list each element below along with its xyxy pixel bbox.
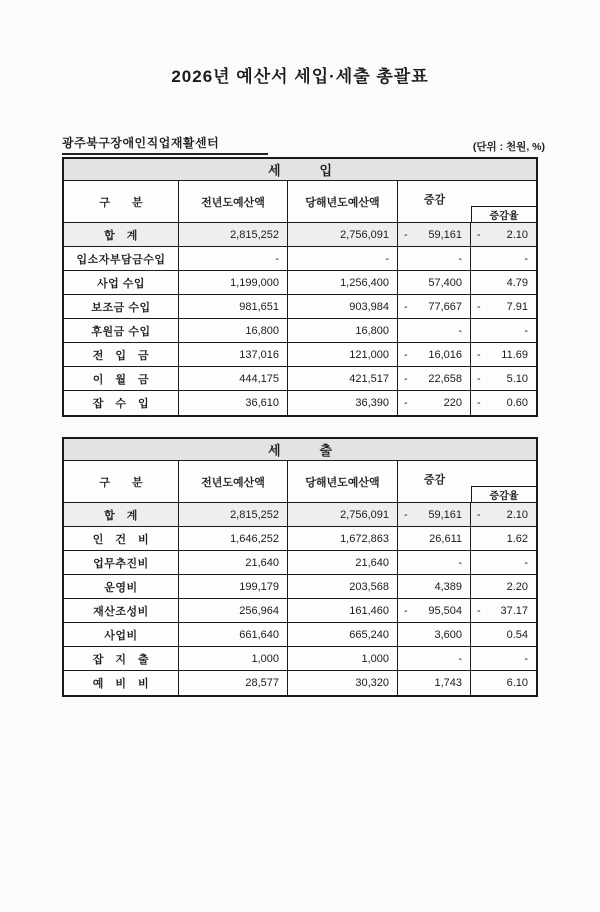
row-label: 예 비 비 [64, 671, 179, 695]
current-year-value: 1,256,400 [288, 271, 398, 294]
prev-year-value: 1,000 [179, 647, 288, 670]
change-value [398, 271, 471, 294]
column-header-current-year: 당해년도예산액 [288, 181, 398, 222]
change-value [398, 599, 471, 622]
column-header-change-group [398, 181, 536, 222]
change-rate-value [471, 295, 536, 318]
row-label: 사업 수입 [64, 271, 179, 294]
current-year-value: 2,756,091 [288, 503, 398, 526]
row-label: 후원금 수입 [64, 319, 179, 342]
change-value [398, 527, 471, 550]
table-row [64, 247, 536, 271]
change-rate-value [471, 671, 536, 695]
rate-sign: - [477, 348, 481, 361]
rate-amount: 2.20 [506, 580, 528, 593]
rate-amount: 2.10 [506, 508, 528, 521]
prev-year-value: 28,577 [179, 671, 288, 695]
change-rate-value [471, 223, 536, 246]
change-value [398, 647, 471, 670]
table-row [64, 343, 536, 367]
change-value [398, 551, 471, 574]
column-header-change-group [398, 461, 536, 502]
rate-amount: 5.10 [506, 372, 528, 385]
row-label: 전 입 금 [64, 343, 179, 366]
change-sign: - [404, 300, 408, 313]
change-rate-value [471, 271, 536, 294]
row-label: 잡 지 출 [64, 647, 179, 670]
change-value [398, 575, 471, 598]
change-amount: 77,667 [428, 300, 462, 313]
current-year-value: 1,672,863 [288, 527, 398, 550]
change-value [398, 247, 471, 270]
current-year-value: 903,984 [288, 295, 398, 318]
rate-amount: 0.60 [506, 397, 528, 409]
row-label: 재산조성비 [64, 599, 179, 622]
current-year-value: 21,640 [288, 551, 398, 574]
current-year-value: 2,756,091 [288, 223, 398, 246]
rate-sign: - [477, 300, 481, 313]
table-row [64, 527, 536, 551]
change-amount: 57,400 [428, 276, 462, 289]
prev-year-value: 21,640 [179, 551, 288, 574]
document-page [0, 64, 600, 912]
rate-sign: - [477, 228, 481, 241]
prev-year-value: 981,651 [179, 295, 288, 318]
change-rate-value [471, 343, 536, 366]
current-year-value: - [288, 247, 398, 270]
column-header-change-rate: 증감율 [471, 486, 536, 502]
change-rate-value [471, 575, 536, 598]
table-row [64, 575, 536, 599]
row-label: 보조금 수입 [64, 295, 179, 318]
expense-table-header [64, 461, 536, 503]
rate-sign: - [477, 397, 481, 409]
change-sign: - [404, 228, 408, 241]
table-row [64, 647, 536, 671]
column-header-change: 증감 [423, 474, 446, 486]
change-sign: - [404, 604, 408, 617]
rate-amount: - [524, 652, 528, 665]
rate-amount: 2.10 [506, 228, 528, 241]
revenue-table-title: 세 입 [64, 159, 536, 181]
change-value [398, 223, 471, 246]
change-value [398, 391, 471, 415]
change-amount: 26,611 [429, 532, 462, 545]
rate-amount: - [524, 324, 528, 337]
row-label: 입소자부담금수입 [64, 247, 179, 270]
table-row [64, 367, 536, 391]
prev-year-value: 1,646,252 [179, 527, 288, 550]
table-row [64, 623, 536, 647]
column-header-current-year: 당해년도예산액 [288, 461, 398, 502]
rate-sign: - [477, 372, 481, 385]
change-rate-value [471, 367, 536, 390]
rate-sign: - [477, 508, 481, 521]
table-row [64, 295, 536, 319]
change-sign: - [404, 508, 408, 521]
row-label: 합 계 [64, 223, 179, 246]
change-amount: 22,658 [428, 372, 462, 385]
table-row [64, 551, 536, 575]
table-row-total [64, 503, 536, 527]
column-header-prev-year: 전년도예산액 [179, 461, 288, 502]
row-label: 잡 수 입 [64, 391, 179, 415]
change-amount: 4,389 [434, 580, 462, 593]
change-rate-value [471, 647, 536, 670]
column-header-prev-year: 전년도예산액 [179, 181, 288, 222]
table-row-total [64, 223, 536, 247]
change-amount: 16,016 [428, 348, 462, 361]
rate-amount: 1.62 [506, 532, 528, 545]
prev-year-value: 444,175 [179, 367, 288, 390]
change-amount: 220 [443, 397, 462, 409]
change-value [398, 671, 471, 695]
row-label: 합 계 [64, 503, 179, 526]
change-value [398, 503, 471, 526]
change-amount: 95,504 [428, 604, 462, 617]
change-amount: - [458, 324, 462, 337]
current-year-value: 16,800 [288, 319, 398, 342]
change-rate-value [471, 527, 536, 550]
row-label: 인 건 비 [64, 527, 179, 550]
current-year-value: 421,517 [288, 367, 398, 390]
change-value [398, 319, 471, 342]
current-year-value: 30,320 [288, 671, 398, 695]
change-amount: - [458, 652, 462, 665]
prev-year-value: 1,199,000 [179, 271, 288, 294]
rate-amount: 4.79 [506, 276, 528, 289]
prev-year-value: 2,815,252 [179, 223, 288, 246]
change-amount: 1,743 [434, 677, 462, 689]
change-sign: - [404, 372, 408, 385]
change-value [398, 367, 471, 390]
prev-year-value: 199,179 [179, 575, 288, 598]
prev-year-value: 16,800 [179, 319, 288, 342]
rate-amount: 0.54 [506, 628, 528, 641]
revenue-table [62, 157, 538, 417]
expense-table-title: 세 출 [64, 439, 536, 461]
change-rate-value [471, 391, 536, 415]
change-amount: - [458, 556, 462, 569]
change-rate-value [471, 247, 536, 270]
row-label: 업무추진비 [64, 551, 179, 574]
table-row [64, 271, 536, 295]
change-value [398, 623, 471, 646]
change-amount: - [458, 252, 462, 265]
revenue-table-header [64, 181, 536, 223]
current-year-value: 161,460 [288, 599, 398, 622]
prev-year-value: 256,964 [179, 599, 288, 622]
row-label: 운영비 [64, 575, 179, 598]
column-header-change-rate: 증감율 [471, 206, 536, 222]
rate-amount: - [524, 556, 528, 569]
prev-year-value: 2,815,252 [179, 503, 288, 526]
prev-year-value: - [179, 247, 288, 270]
rate-amount: 6.10 [506, 677, 528, 689]
table-row [64, 599, 536, 623]
prev-year-value: 137,016 [179, 343, 288, 366]
table-row [64, 391, 536, 415]
expense-table [62, 437, 538, 697]
current-year-value: 121,000 [288, 343, 398, 366]
unit-label: (단위 : 천원, %) [472, 141, 545, 153]
table-row [64, 671, 536, 695]
rate-amount: 7.91 [506, 300, 528, 313]
page-title: 2026년 예산서 세입·세출 총괄표 [171, 67, 429, 86]
change-rate-value [471, 503, 536, 526]
change-value [398, 343, 471, 366]
rate-sign: - [477, 604, 481, 617]
rate-amount: 37.17 [500, 604, 528, 617]
change-rate-value [471, 319, 536, 342]
current-year-value: 665,240 [288, 623, 398, 646]
change-sign: - [404, 348, 408, 361]
change-sign: - [404, 397, 408, 409]
change-rate-value [471, 599, 536, 622]
rate-amount: 11.69 [501, 348, 528, 361]
org-name: 광주북구장애인직업재활센터 [62, 134, 268, 155]
row-label: 이 월 금 [64, 367, 179, 390]
column-header-category: 구 분 [64, 181, 179, 222]
row-label: 사업비 [64, 623, 179, 646]
current-year-value: 36,390 [288, 391, 398, 415]
rate-amount: - [524, 252, 528, 265]
column-header-change: 증감 [423, 194, 446, 206]
change-amount: 3,600 [434, 628, 462, 641]
change-rate-value [471, 623, 536, 646]
column-header-category: 구 분 [64, 461, 179, 502]
meta-row [62, 134, 545, 155]
prev-year-value: 36,610 [179, 391, 288, 415]
current-year-value: 1,000 [288, 647, 398, 670]
change-rate-value [471, 551, 536, 574]
change-amount: 59,161 [428, 228, 462, 241]
change-amount: 59,161 [428, 508, 462, 521]
table-row [64, 319, 536, 343]
current-year-value: 203,568 [288, 575, 398, 598]
change-value [398, 295, 471, 318]
prev-year-value: 661,640 [179, 623, 288, 646]
